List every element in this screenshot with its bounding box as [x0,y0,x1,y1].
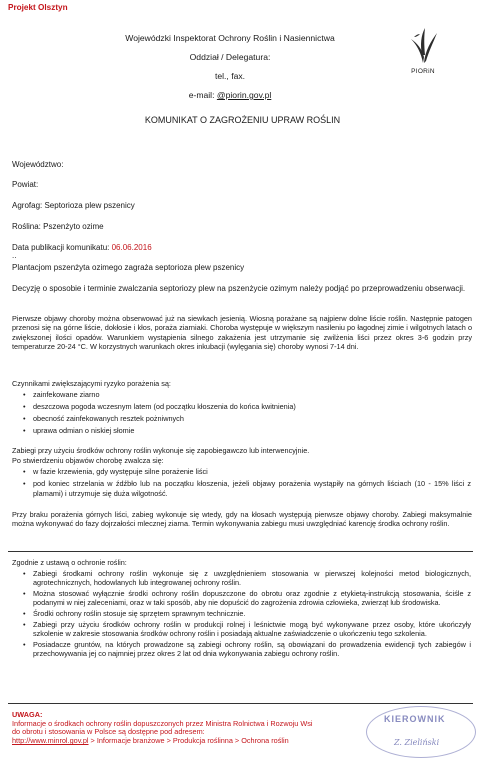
list-item: • Zabiegi przy użyciu środków ochrony roślin w produkcji rolnej i leśnictwie mogą być wykonywane przez osoby, które ukończyły szkolenie w zakresie stosowania środków ochrony roślin i posiadają aktualne zaświadczenie o ukończeniu tego szkolenia. [33,620,471,639]
list-item: • obecność zainfekowanych resztek pożniwnych [33,414,463,423]
warning-path: > Informacje branżowe > Produkcja roślinna > Ochrona roślin [88,736,289,746]
date-value: 06.06.2016 [111,243,152,252]
symptoms-paragraph: Pierwsze objawy choroby można obserwować już na siewkach jesienią. Wiosną porażane są najpierw dolne liście roślin. Następnie patogen przenosi się na górne liście, dokłosie i kłos, poraża ziarniaki. Choroba występuje w większym nasileniu po łagodnej zimie i wilgotnych latach o zwiększonej ilości opadów. Warunkiem wystąpienia silnego zakażenia jest utrzymanie się zwilżenia liści przez okres 3-6 godzin przy temperaturze 20-24 °C. W korzystnych warunkach okres inkubacji (wylęgania się) choroby wynosi 7-14 dni. [12,314,472,351]
field-powiat: Powiat: [12,180,39,189]
email-link[interactable]: @piorin.gov.pl [216,90,272,100]
list-item: • pod koniec strzelania w źdźbło lub na początku kłoszenia, jeżeli objawy porażenia wystąpiły na górnych liściach (10 - 15% liści z plamami) i utrzymuje się duża wilgotność. [33,479,471,498]
signature: Z. Zieliński [394,738,440,747]
email-line [80,90,380,101]
list-item: • w fazie krzewienia, gdy występuje silne porażenie liści [33,467,471,476]
list-item: • deszczowa pogoda wczesnym latem (od początku kłoszenia do końca kwitnienia) [33,402,463,411]
list-item: • uprawa odmian o niskiej słomie [33,426,463,435]
field-roslina [12,222,104,232]
risk-factor-list [33,390,463,435]
warning-text-1: Informacje o środkach ochrony roślin dopuszczonych przez Ministra Rolnictwa i Rozwoju Wsi [12,718,313,728]
header-block [80,33,380,101]
decision-paragraph: Decyzję o sposobie i terminie zwalczania septoriozy plew na pszenżycie ozimym należy podjąć po przeprowadzeniu obserwacji. [12,284,466,293]
list-item: • Zabiegi środkami ochrony roślin wykonuje się z uwzględnieniem stosowania w pierwszej kolejności metod biologicznych, agrotechnicznych, hodowlanych lub integrowanej ochrony roślin. [33,569,471,588]
risk-title: Czynnikami zwiększającymi ryzyko porażenia są: [12,379,171,388]
warning-label: UWAGA: [12,710,43,719]
agrofag-value: Septorioza plew pszenicy [44,201,135,210]
logo-text: PIORiN [411,68,435,75]
roslina-value: Pszenżyto ozime [43,222,104,231]
warning-block [12,711,372,746]
dots-mark: .. [12,251,17,260]
corner-label: Projekt Olsztyn [8,3,68,12]
divider [8,551,473,552]
date-label: Data publikacji komunikatu: [12,243,112,252]
email-prefix: e-mail: [188,90,217,100]
divider [8,703,473,704]
list-item: • Posiadacze gruntów, na których prowadzone są zabiegi ochrony roślin, są obowiązani do prowadzenia ewidencji tych zabiegów i przechowywania jej co najmniej przez okres 2 lat od dnia wykonywania zabiegu ochrony roślin. [33,640,471,659]
field-wojewodztwo: Województwo: [12,160,64,169]
control-list [33,467,471,498]
list-item: • Środki ochrony roślin stosuje się sprzętem sprawnym technicznie. [33,609,471,618]
department-line: Oddział / Delegatura: [189,52,271,62]
list-item: • Można stosować wyłącznie środki ochrony roślin dopuszczone do obrotu oraz zgodnie z etykietą-instrukcją stosowania, ściśle z podanymi w niej zaleceniami, oraz w taki sposób, aby nie dopuścić do zagrożenia zdrowia człowieka, zwierząt lub środowiska. [33,589,471,608]
agrofag-label: Agrofag: [12,201,45,210]
page-title: KOMUNIKAT O ZAGROŻENIU UPRAW ROŚLIN [144,115,341,125]
no-symptoms-paragraph: Przy braku porażenia górnych liści, zabieg wykonuje się wtedy, gdy na kłosach występują pierwsze objawy choroby. Zabiegi maksymalnie można wykonywać do fazy dojrzałości mlecznej ziarna. Termin wykonywania zabiegu musi uwzględniać karencję środka ochrony roślin. [12,510,472,529]
field-publication-date [12,243,152,253]
stamp-text: KIEROWNIK [384,714,446,724]
intervention-line: Zabiegi przy użyciu środków ochrony roślin wykonuje się zapobiegawczo lub interwencyjnie. [12,446,310,455]
law-title: Zgodnie z ustawą o ochronie roślin: [12,558,127,567]
institution-name: Wojewódzki Inspektorat Ochrony Roślin i Nasiennictwa [125,33,335,43]
field-agrofag [12,201,135,211]
wheat-leaf-icon [403,25,443,65]
threat-statement: Plantacjom pszenżyta ozimego zagraża septorioza plew pszenicy [12,263,245,272]
phone-fax-line: tel., fax. [214,71,246,81]
minrol-link[interactable]: http://www.minrol.gov.pl [12,736,89,746]
intervention-line-2: Po stwierdzeniu objawów chorobę zwalcza się: [12,456,164,465]
law-list [33,569,471,659]
piorin-logo [403,25,443,73]
roslina-label: Roślina: [12,222,44,231]
warning-link-line [12,737,372,746]
warning-text-2: do obrotu i stosowania w Polsce są dostępne pod adresem: [12,727,205,737]
list-item: • zainfekowane ziarno [33,390,463,399]
